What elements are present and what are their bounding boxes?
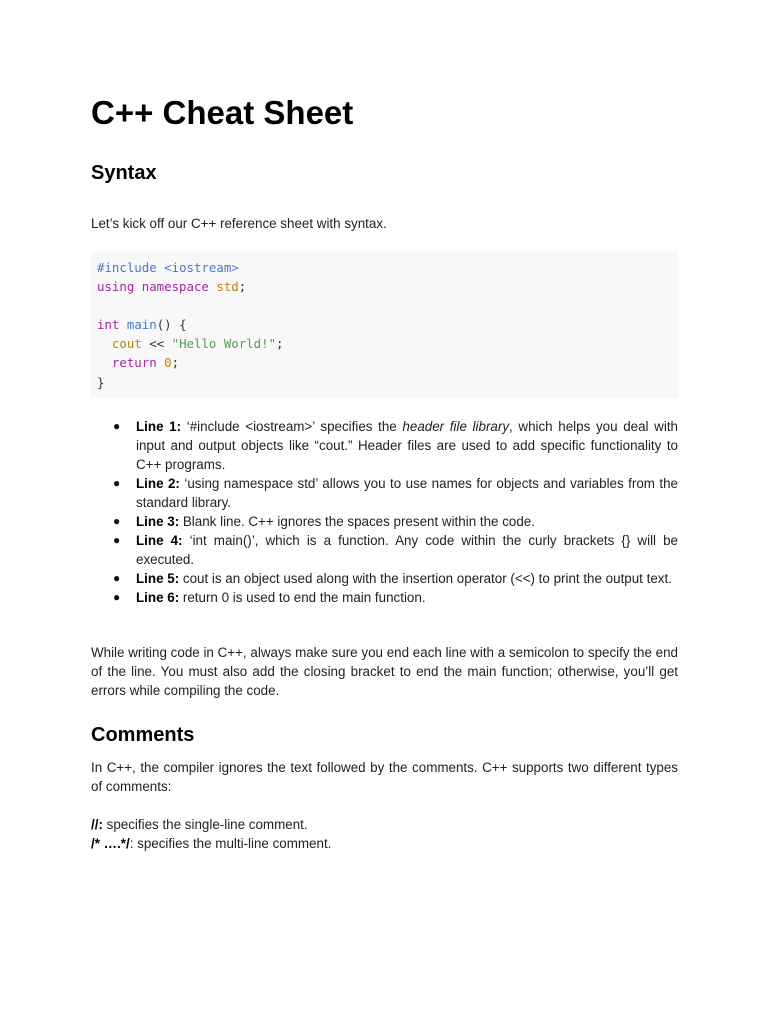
bullet-icon: ● [113,590,121,604]
code-keyword: return [111,355,157,371]
list-item-label: Line 1: [136,419,182,434]
section-heading-comments: Comments [91,724,195,746]
list-item-label: Line 5: [136,571,180,586]
comment-description: : specifies the multi-line comment. [129,836,332,851]
code-line-7 [97,373,678,392]
code-line-4 [97,315,678,334]
list-item-label: Line 4: [136,533,183,548]
code-punct: ; [238,279,247,295]
section-heading-syntax: Syntax [91,162,157,184]
bullet-icon: ● [113,571,121,585]
code-include-target: <iostream> [156,260,239,275]
code-type: int [97,317,120,333]
list-item-text: ‘int main()’, which is a function. Any code within the curly brackets {} will be executed. [136,533,678,567]
code-punct: ; [276,336,284,352]
syntax-intro-paragraph: Let’s kick off our C++ reference sheet with syntax. [91,216,387,231]
code-namespace: std [216,279,239,295]
syntax-closing-paragraph: While writing code in C++, always make sure you end each line with a semicolon to specify the end of the line. You must also add the closing bracket to end the main function; otherwise, you’ll get errors while compiling the code. [91,645,678,698]
list-item-text: ‘using namespace std’ allows you to use names for objects and variables from the standard library. [136,476,679,510]
list-item-text: Blank line. C++ ignores the spaces present within the code. [179,514,535,529]
bullet-icon: ● [113,533,121,547]
list-item [91,588,678,607]
multi-line-comment-item [91,834,678,853]
list-item-emphasis: header file library [402,419,510,434]
code-number: 0 [164,355,172,371]
comment-syntax-label: /* ….*/ [91,836,130,851]
code-identifier: cout [111,336,142,352]
list-item-text: ‘#include <iostream>’ specifies the [181,419,403,434]
code-block [91,252,678,398]
code-preprocessor: #include [97,260,157,275]
code-string: "Hello World!" [171,336,277,352]
list-item-text: cout is an object used along with the insertion operator (<<) to print the output text. [179,571,672,586]
comment-description: specifies the single-line comment. [102,817,308,832]
comments-intro-paragraph: In C++, the compiler ignores the text followed by the comments. C++ supports two different types of comments: [91,760,678,794]
code-operator: << [141,336,172,352]
bullet-icon: ● [113,476,121,490]
page-title: C++ Cheat Sheet [91,94,354,131]
code-line-2 [97,277,678,296]
code-line-3 [97,296,678,315]
list-item-text: , which helps you deal with input and output objects like “cout.” Header files are used to add specific functionality to C++ programs. [136,419,678,472]
list-item-text: return 0 is used to end the main function. [179,590,426,605]
single-line-comment-item [91,815,678,834]
list-item [91,417,678,474]
list-item [91,512,678,531]
code-function-name: main [126,317,157,333]
code-keyword: using namespace [97,279,209,295]
code-punct: } [97,374,105,390]
code-line-6 [97,353,678,372]
list-item [91,474,678,512]
list-item [91,531,678,569]
code-punct: () { [156,317,187,333]
list-item-label: Line 3: [136,514,180,529]
list-item-label: Line 6: [136,590,180,605]
bullet-icon: ● [113,514,121,528]
code-line-1 [97,258,678,277]
bullet-icon: ● [113,419,121,433]
list-item [91,569,678,588]
code-punct: ; [171,355,180,371]
line-explanations-list [91,417,678,607]
list-item-label: Line 2: [136,476,180,491]
code-line-5 [97,334,678,353]
comment-syntax-label: //: [91,817,103,832]
